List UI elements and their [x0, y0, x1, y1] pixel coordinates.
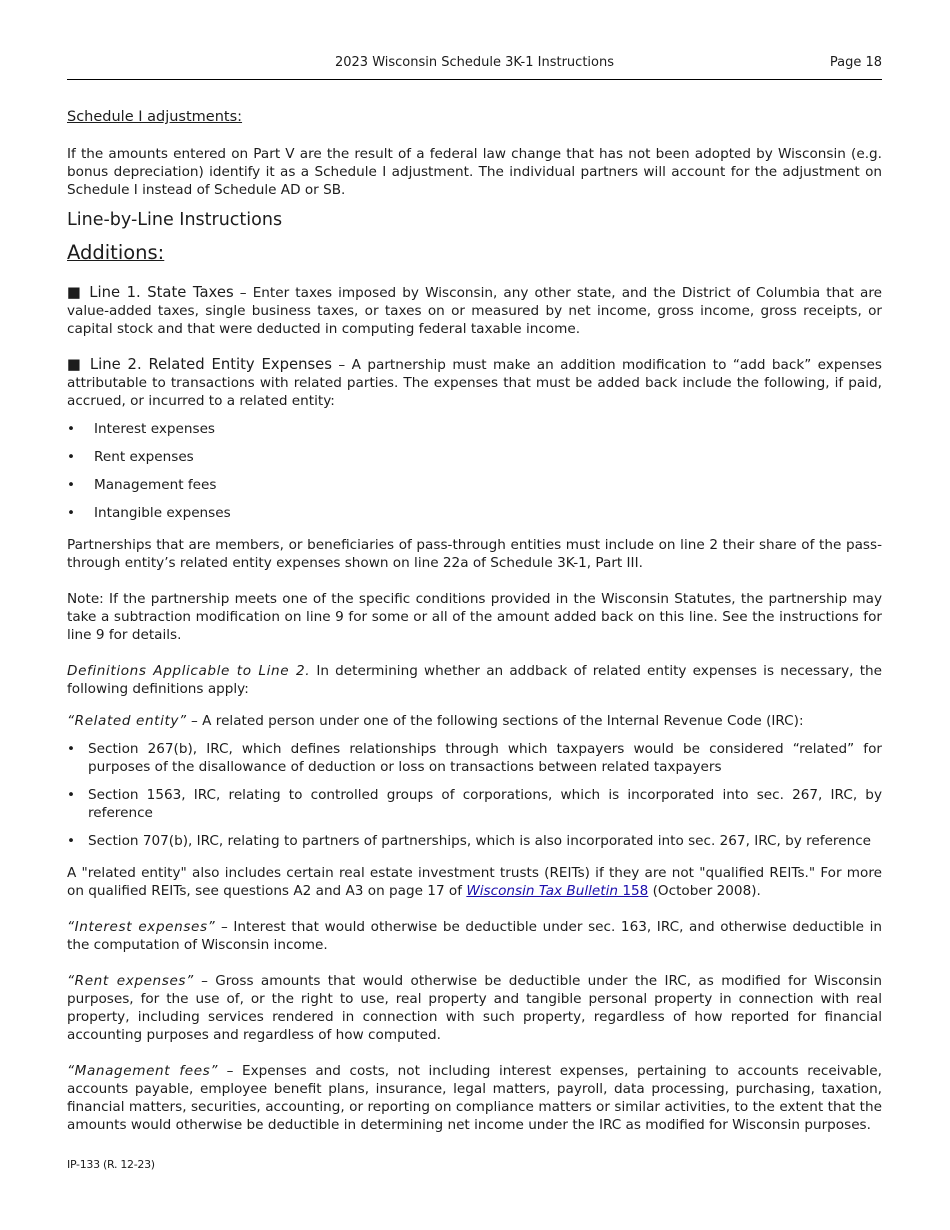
reit-text: A "related entity" also includes certain real estate investment trusts (REITs) if they are not "qualified REITs." For more on qualified REITs, see questions A2 and A3 on page 17 of: [67, 865, 882, 899]
related-entity-text: – A related person under one of the following sections of the Internal Revenue Code (IRC):: [186, 713, 804, 729]
rent-text: – Gross amounts that would otherwise be deductible under the IRC, as modified for Wisconsin purposes, for the use of, or the right to use, real property and tangible personal property in connection with real property, including services rendered in connection with such property, regardless of how reported for financial accounting purposes and regardless of how computed.: [67, 973, 882, 1043]
additions-heading: Additions:: [67, 241, 165, 264]
rent-term: “Rent expenses”: [67, 973, 194, 989]
definitions-lead: Definitions Applicable to Line 2.: [67, 663, 311, 679]
definitions-text: In determining whether an addback of related entity expenses is necessary, the following definitions apply:: [67, 663, 882, 697]
document-body: [67, 108, 882, 1134]
line-1-text: – Enter taxes imposed by Wisconsin, any other state, and the District of Columbia that are value-added taxes, single business taxes, or taxes on or measured by net income, gross income, gross receipts, or capital stock and that were deducted in computing federal taxable income.: [67, 285, 882, 337]
definitions-paragraph: [67, 662, 882, 698]
interest-paragraph: [67, 918, 882, 954]
reit-paragraph: [67, 864, 882, 900]
schedule-i-paragraph: If the amounts entered on Part V are the result of a federal law change that has not been adopted by Wisconsin (e.g. bonus depreciation) identify it as a Schedule I adjustment. The individual partners will account for the adjustment on Schedule I instead of Schedule AD or SB.: [67, 146, 882, 198]
list-item: • Intangible expenses: [67, 504, 882, 522]
interest-term: “Interest expenses”: [67, 919, 216, 935]
list-item: • Section 707(b), IRC, relating to partners of partnerships, which is also incorporated into sec. 267, IRC, by reference: [67, 832, 882, 850]
line-2-lead: ■ Line 2. Related Entity Expenses: [67, 356, 332, 373]
partnerships-paragraph: Partnerships that are members, or beneficiaries of pass-through entities must include on line 2 their share of the pass-through entity’s related entity expenses shown on line 22a of Schedule 3K-1, Part III.: [67, 537, 882, 571]
interest-text: – Interest that would otherwise be deductible under sec. 163, IRC, and otherwise deductible in the computation of Wisconsin income.: [67, 919, 882, 953]
list-item: • Rent expenses: [67, 448, 882, 466]
related-expense-list: [67, 420, 882, 522]
line-1-lead: ■ Line 1. State Taxes: [67, 284, 234, 301]
related-entity-term: “Related entity”: [67, 713, 187, 729]
tax-bulletin-link-number: 158: [618, 883, 649, 899]
rent-paragraph: [67, 972, 882, 1044]
line-2-paragraph: [67, 356, 882, 410]
list-item: • Section 267(b), IRC, which defines relationships through which taxpayers would be considered “related” for purposes of the disallowance of deduction or loss on transactions between related taxpayers: [67, 740, 882, 776]
line-2-text: – A partnership must make an addition modification to “add back” expenses attributable to transactions with related parties. The expenses that must be added back include the following, if paid, accrued, or incurred to a related entity:: [67, 357, 882, 409]
list-item: • Section 1563, IRC, relating to controlled groups of corporations, which is incorporated into sec. 267, IRC, by reference: [67, 786, 882, 822]
tax-bulletin-link[interactable]: [466, 883, 648, 899]
page-header: [67, 54, 882, 80]
management-term: “Management fees”: [67, 1063, 219, 1079]
list-item: • Interest expenses: [67, 420, 882, 438]
related-entity-paragraph: [67, 712, 882, 730]
line-1-paragraph: [67, 284, 882, 338]
note-paragraph: Note: If the partnership meets one of the specific conditions provided in the Wisconsin Statutes, the partnership may take a subtraction modification on line 9 for some or all of the amount added back on this line. See the instructions for line 9 for details.: [67, 591, 882, 643]
management-text: – Expenses and costs, not including interest expenses, pertaining to accounts receivable, accounts payable, employee benefit plans, insurance, legal matters, payroll, data processing, purchasing, taxation, financial matters, securities, accounting, or reporting on compliance matters or similar activities, to the extent that the amounts would otherwise be deductible in determining net income under the IRC as modified for Wisconsin purposes.: [67, 1063, 882, 1133]
list-item: • Management fees: [67, 476, 882, 494]
schedule-i-heading: Schedule I adjustments:: [67, 109, 243, 125]
header-title: 2023 Wisconsin Schedule 3K-1 Instructions: [334, 55, 614, 70]
management-paragraph: [67, 1062, 882, 1134]
page-number: Page 18: [829, 55, 882, 70]
line-by-line-heading: Line-by-Line Instructions: [67, 210, 283, 230]
reit-text-after: (October 2008).: [648, 883, 761, 899]
irc-section-list: [67, 740, 882, 850]
form-id-footer: IP-133 (R. 12-23): [67, 1158, 155, 1171]
tax-bulletin-link-title: Wisconsin Tax Bulletin: [466, 883, 618, 899]
